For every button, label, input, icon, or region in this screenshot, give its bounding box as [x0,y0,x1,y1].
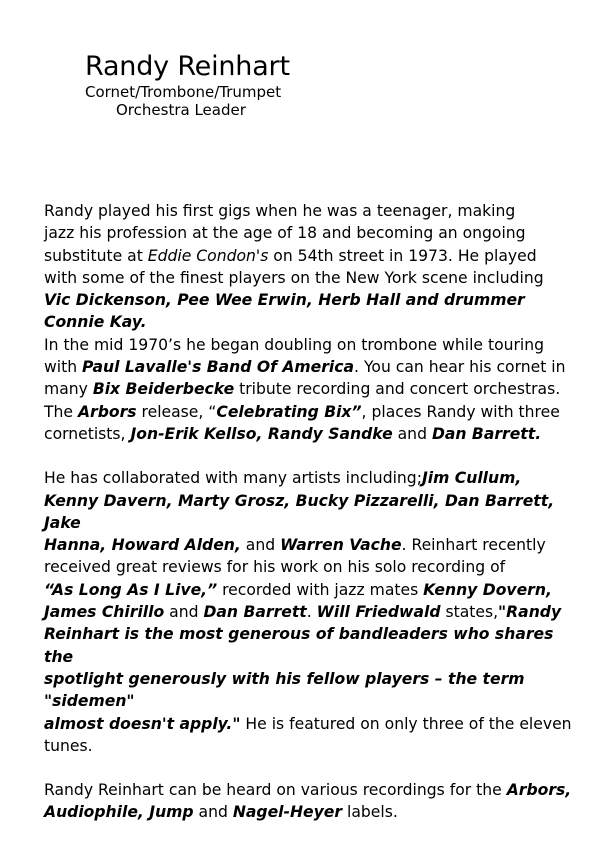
bio-line [44,356,574,378]
text-run: Randy Reinhart can be heard on various recordings for the [44,781,507,800]
text-run: Jim Cullum, [421,469,522,488]
bio-line [44,490,574,535]
text-run: and [164,603,204,622]
biography [44,200,574,846]
text-run: tribute recording and concert orchestras. [234,380,561,399]
page-header [85,51,290,119]
text-run: Arbors, [506,781,572,800]
bio-line [44,267,574,289]
text-run: substitute at [44,246,148,265]
bio-line [44,334,574,356]
bio-line [44,467,574,489]
text-run: and [240,536,281,555]
text-run: cornetists, [44,424,131,443]
text-run: “As Long As I Live,” [44,580,218,599]
text-run: . You can hear his cornet in [354,358,566,377]
artist-instruments: Cornet/Trombone/Trumpet [85,83,282,101]
text-run: Arbors [77,402,137,421]
bio-paragraph [44,200,574,445]
text-run: Dan Barrett. [431,424,542,443]
text-run: Paul Lavalle's Band Of America [82,358,355,377]
text-run: Eddie Condon's [147,246,269,265]
text-run: many [44,380,93,399]
bio-paragraph [44,779,574,824]
text-run: Dan Barrett [203,603,307,622]
text-run: jazz his profession at the age of 18 and becoming an ongoing [44,224,526,243]
bio-line [44,423,574,445]
text-run: He has collaborated with many artists including; [44,469,422,488]
text-run: Will Friedwald [316,603,441,622]
text-run: Nagel-Heyer [232,803,343,822]
bio-line [44,623,574,668]
text-run: Warren Vache [280,536,402,555]
text-run: with [44,358,83,377]
text-run: and [193,803,233,822]
text-run: . [306,603,317,622]
artist-role: Orchestra Leader [116,101,246,119]
bio-line [44,779,574,801]
text-run: on 54th street in 1973. He played [268,246,537,265]
text-run: release, “ [136,402,217,421]
bio-line [44,713,574,735]
bio-line [44,601,574,623]
bio-paragraph [44,467,574,757]
bio-line [44,401,574,423]
text-run: Kenny Davern, Marty Grosz, Bucky Pizzarelli, Dan Barrett, Jake [44,491,555,532]
text-run: received great reviews for his work on his solo recording of [44,558,506,577]
bio-line [44,801,574,823]
bio-line [44,735,574,757]
text-run: tunes. [44,736,93,755]
text-run: Bix Beiderbecke [92,380,235,399]
text-run: In the mid 1970’s he began doubling on trombone while touring [44,335,545,354]
text-run: Audiophile, Jump [44,803,194,822]
text-run: . Reinhart recently [401,536,546,555]
artist-name: Randy Reinhart [85,51,290,82]
text-run: almost doesn't apply." [44,714,241,733]
bio-line [44,556,574,578]
text-run: , places Randy with three [361,402,560,421]
text-run: Randy played his first gigs when he was a teenager, making [44,202,516,220]
text-run: The [44,402,78,421]
bio-line [44,579,574,601]
text-run: Hanna, Howard Alden, [44,536,241,555]
text-run: Vic Dickenson, Pee Wee Erwin, Herb Hall and drummer Connie Kay. [44,291,525,332]
bio-line [44,200,574,222]
text-run: with some of the finest players on the New York scene including [44,268,544,287]
bio-line [44,289,574,334]
text-run: He is featured on only three of the eleven [240,714,572,733]
bio-line [44,534,574,556]
text-run: recorded with jazz mates [217,580,424,599]
text-run: "Randy [498,603,562,622]
bio-line [44,245,574,267]
text-run: and [392,424,432,443]
text-run: James Chirillo [44,603,165,622]
text-run: Celebrating Bix” [216,402,362,421]
bio-line [44,668,574,713]
text-run: Jon-Erik Kellso, Randy Sandke [130,424,393,443]
text-run: labels. [342,803,398,822]
bio-line [44,222,574,244]
text-run: states, [440,603,499,622]
text-run: spotlight generously with his fellow players – the term "sidemen" [44,669,525,711]
bio-line [44,378,574,400]
text-run: Kenny Dovern, [423,580,552,599]
text-run: Reinhart is the most generous of bandleaders who shares the [44,625,554,666]
